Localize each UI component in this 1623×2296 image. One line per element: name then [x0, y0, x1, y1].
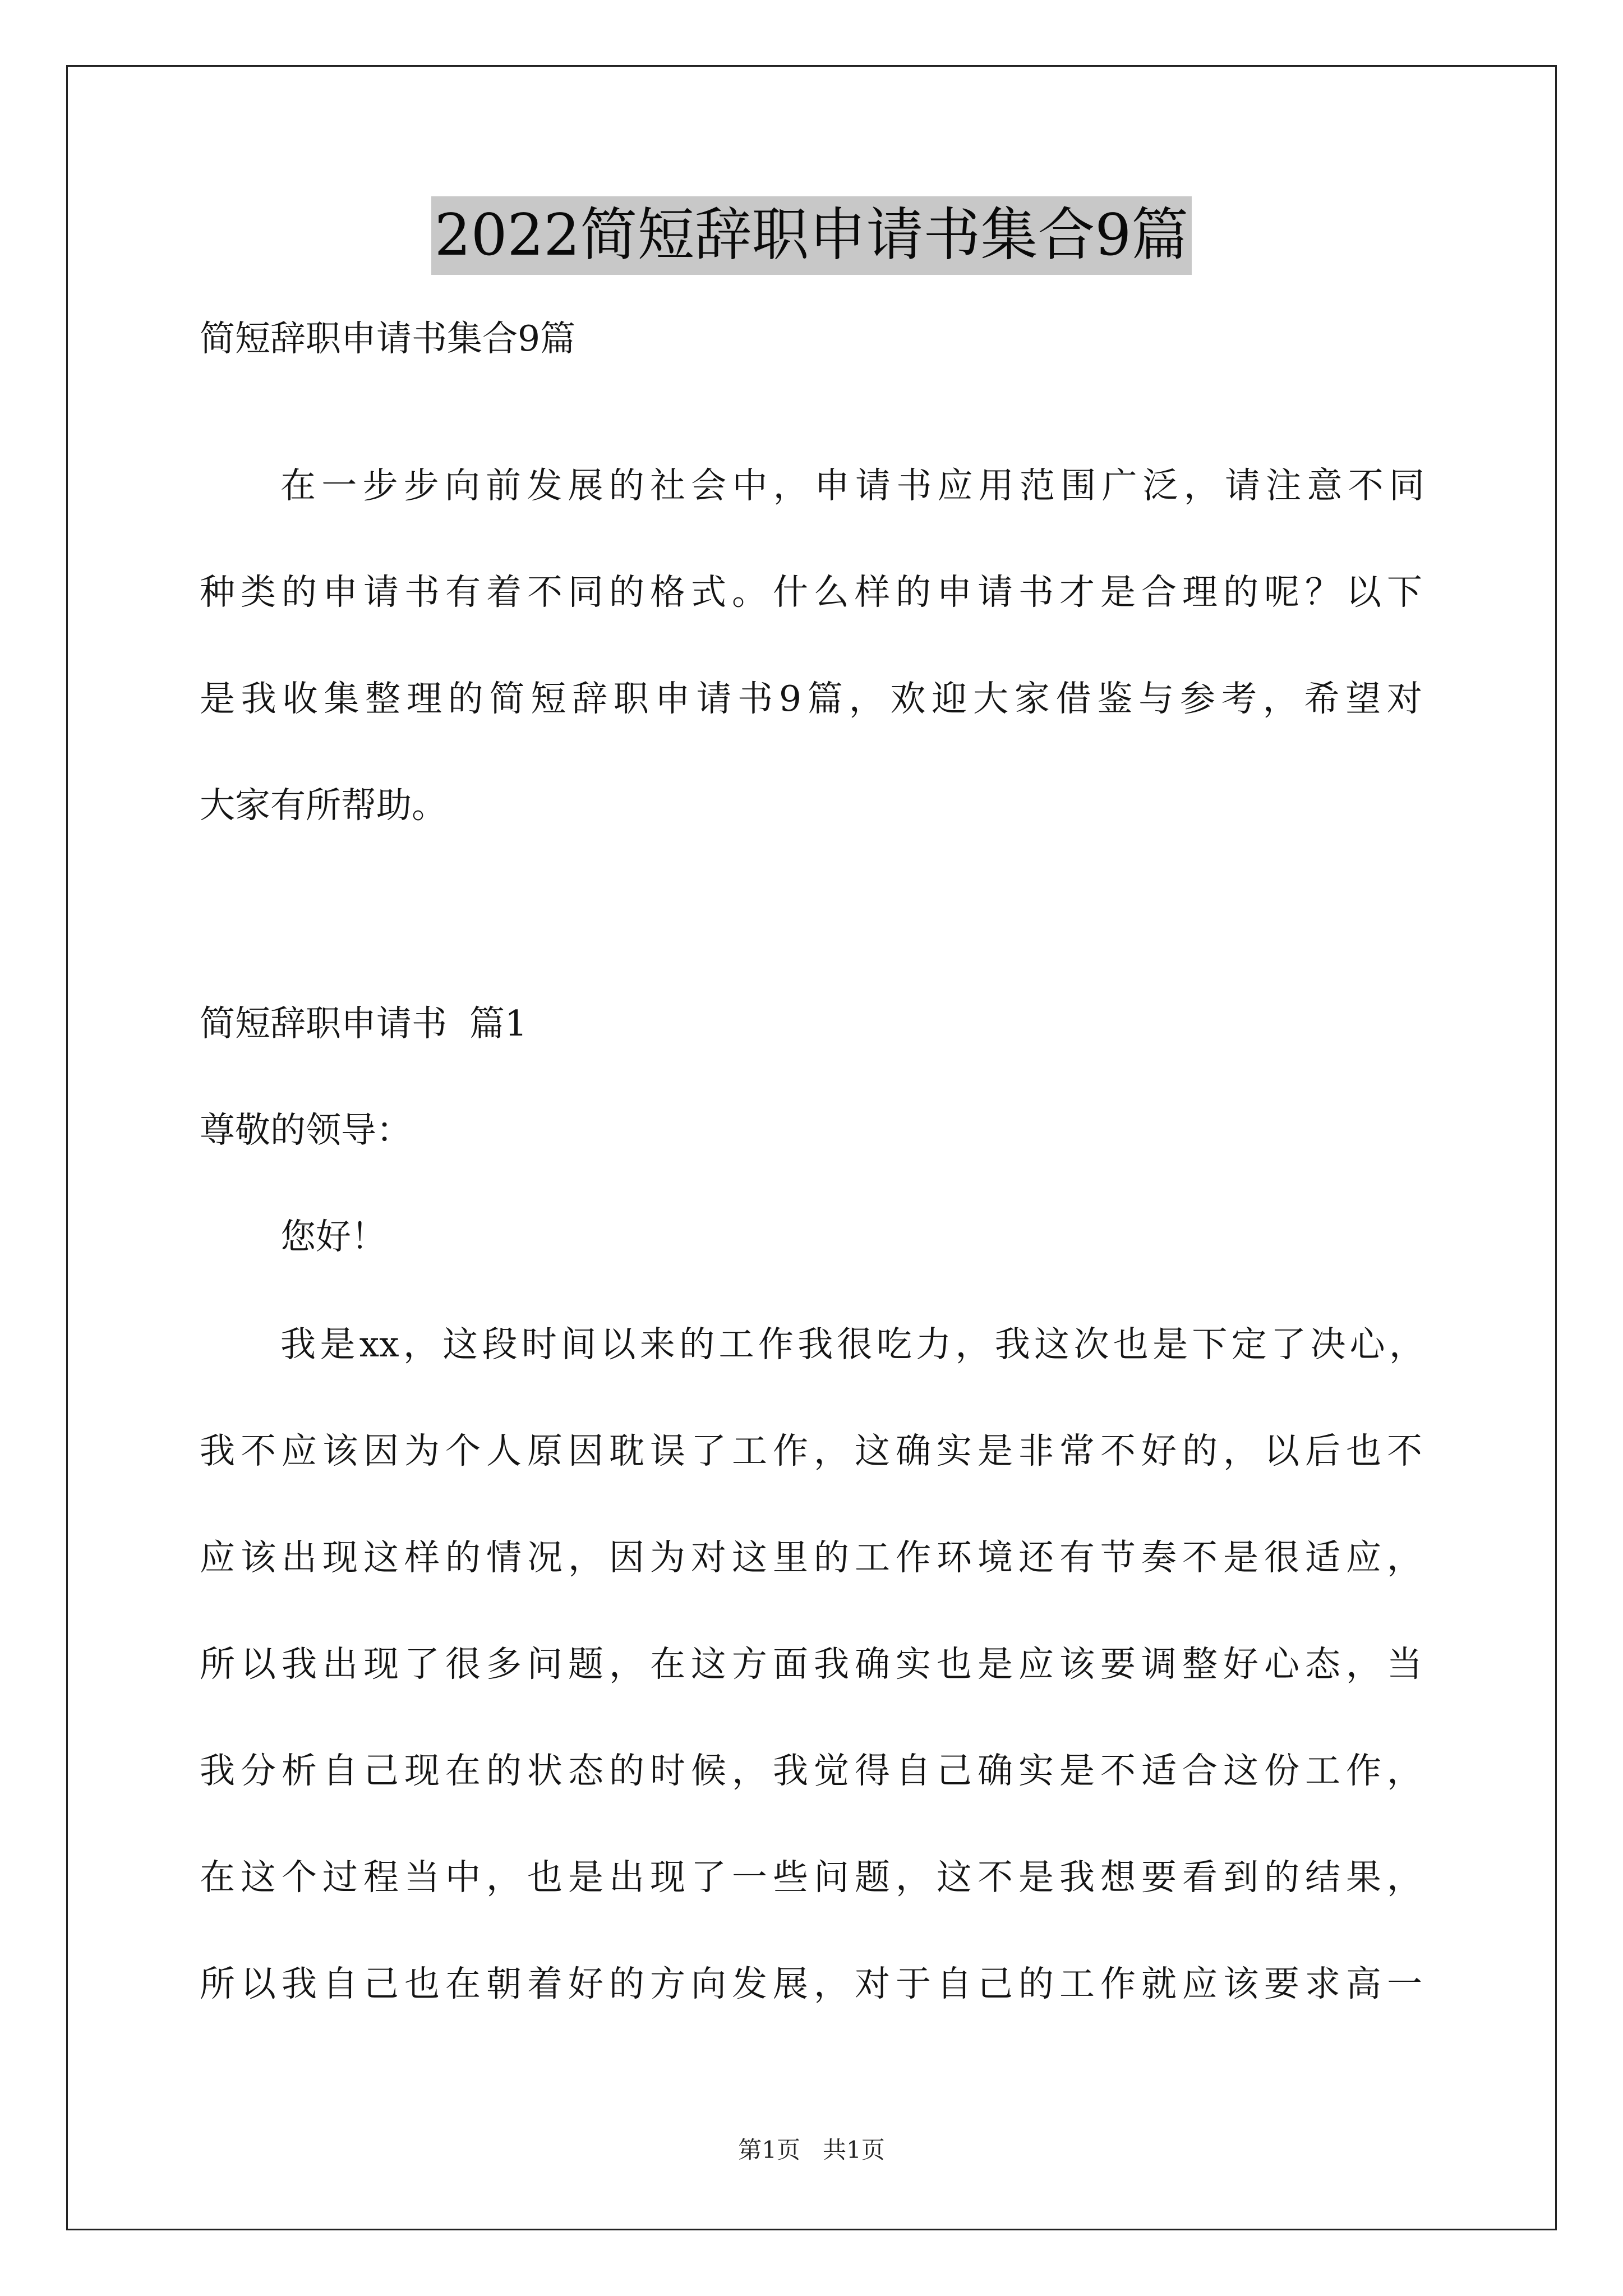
greeting: 您好！: [280, 1216, 386, 1257]
document-title: 2022简短辞职申请书集合9篇: [431, 196, 1192, 275]
intro-line-2: 种类的申请书有着不同的格式。什么样的申请书才是合理的呢？以下: [200, 572, 1422, 613]
title-container: [0, 196, 1623, 275]
body-line-4: 所以我出现了很多问题，在这方面我确实也是应该要调整好心态，当: [200, 1644, 1422, 1685]
salutation: 尊敬的领导：: [200, 1110, 412, 1151]
intro-line-1: 在一步步向前发展的社会中，申请书应用范围广泛，请注意不同: [280, 465, 1424, 506]
body-line-7: 所以我自己也在朝着好的方向发展，对于自己的工作就应该要求高一: [200, 1963, 1422, 2004]
document-subtitle: 简短辞职申请书集合9篇: [200, 318, 576, 359]
body-line-6: 在这个过程当中，也是出现了一些问题，这不是我想要看到的结果，: [200, 1857, 1422, 1898]
body-line-1: 我是xx，这段时间以来的工作我很吃力，我这次也是下定了决心，: [280, 1324, 1424, 1365]
intro-line-4: 大家有所帮助。: [200, 785, 447, 826]
body-line-5: 我分析自己现在的状态的时候，我觉得自己确实是不适合这份工作，: [200, 1750, 1422, 1791]
section-heading: 简短辞职申请书 篇1: [200, 1003, 528, 1044]
body-line-3: 应该出现这样的情况，因为对这里的工作环境还有节奏不是很适应，: [200, 1537, 1422, 1578]
intro-line-3: 是我收集整理的简短辞职申请书9篇，欢迎大家借鉴与参考，希望对: [200, 678, 1422, 719]
body-line-2: 我不应该因为个人原因耽误了工作，这确实是非常不好的，以后也不: [200, 1430, 1422, 1471]
page-footer: 第1页 共1页: [738, 2136, 885, 2164]
